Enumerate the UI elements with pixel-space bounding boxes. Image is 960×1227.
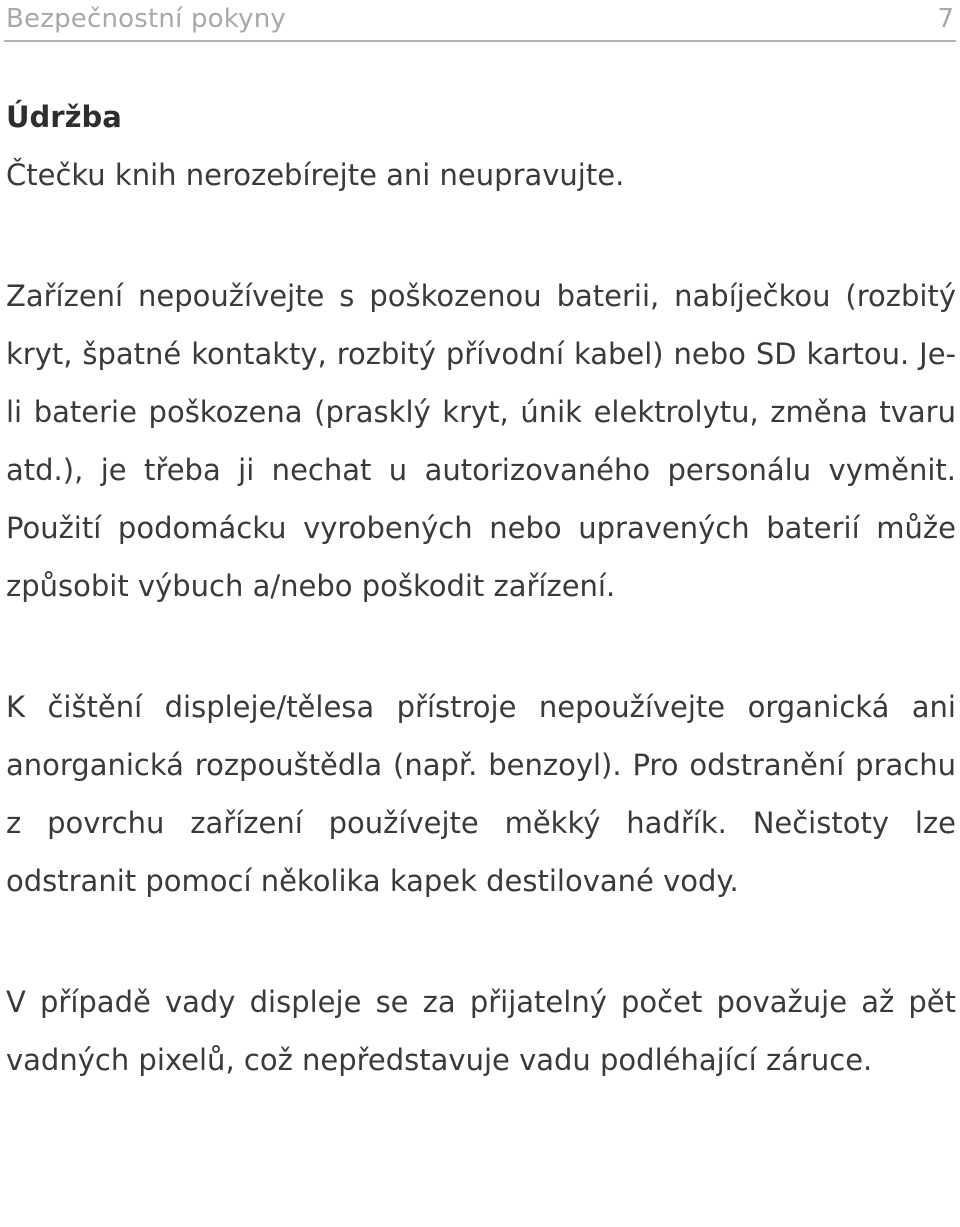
paragraph-cleaning: K čištění displeje/tělesa přístroje nepoužívejte organická ani anorganická rozpouštědla (např. benzoyl). Pro odstranění prachu z povrchu zařízení používejte měkký hadřík. Nečistoty lze odstranit pomocí několika kapek destilované vody. [6,690,956,898]
section-title: Údržba [6,100,122,134]
page-number: 7 [937,4,954,34]
page-content [6,88,956,1152]
header-title: Bezpečnostní pokyny [6,4,286,34]
running-header [4,0,956,42]
paragraph-battery: Zařízení nepoužívejte s poškozenou baterii, nabíječkou (rozbitý kryt, špatné kontakty, rozbitý přívodní kabel) nebo SD kartou. Je-li baterie poškozena (prasklý kryt, únik elektrolytu, změna tvaru atd.), je třeba ji nechat u autorizovaného personálu vyměnit. Použití podomácku vyrobených nebo upravených baterií může způsobit výbuch a/nebo poškodit zařízení. [6,279,956,603]
paragraph-disassembly: Čtečku knih nerozebírejte ani neupravujte. [6,158,625,192]
paragraph-display-defects: V případě vady displeje se za přijatelný počet považuje až pět vadných pixelů, což nepředstavuje vadu podléhající záruce. [6,985,956,1077]
